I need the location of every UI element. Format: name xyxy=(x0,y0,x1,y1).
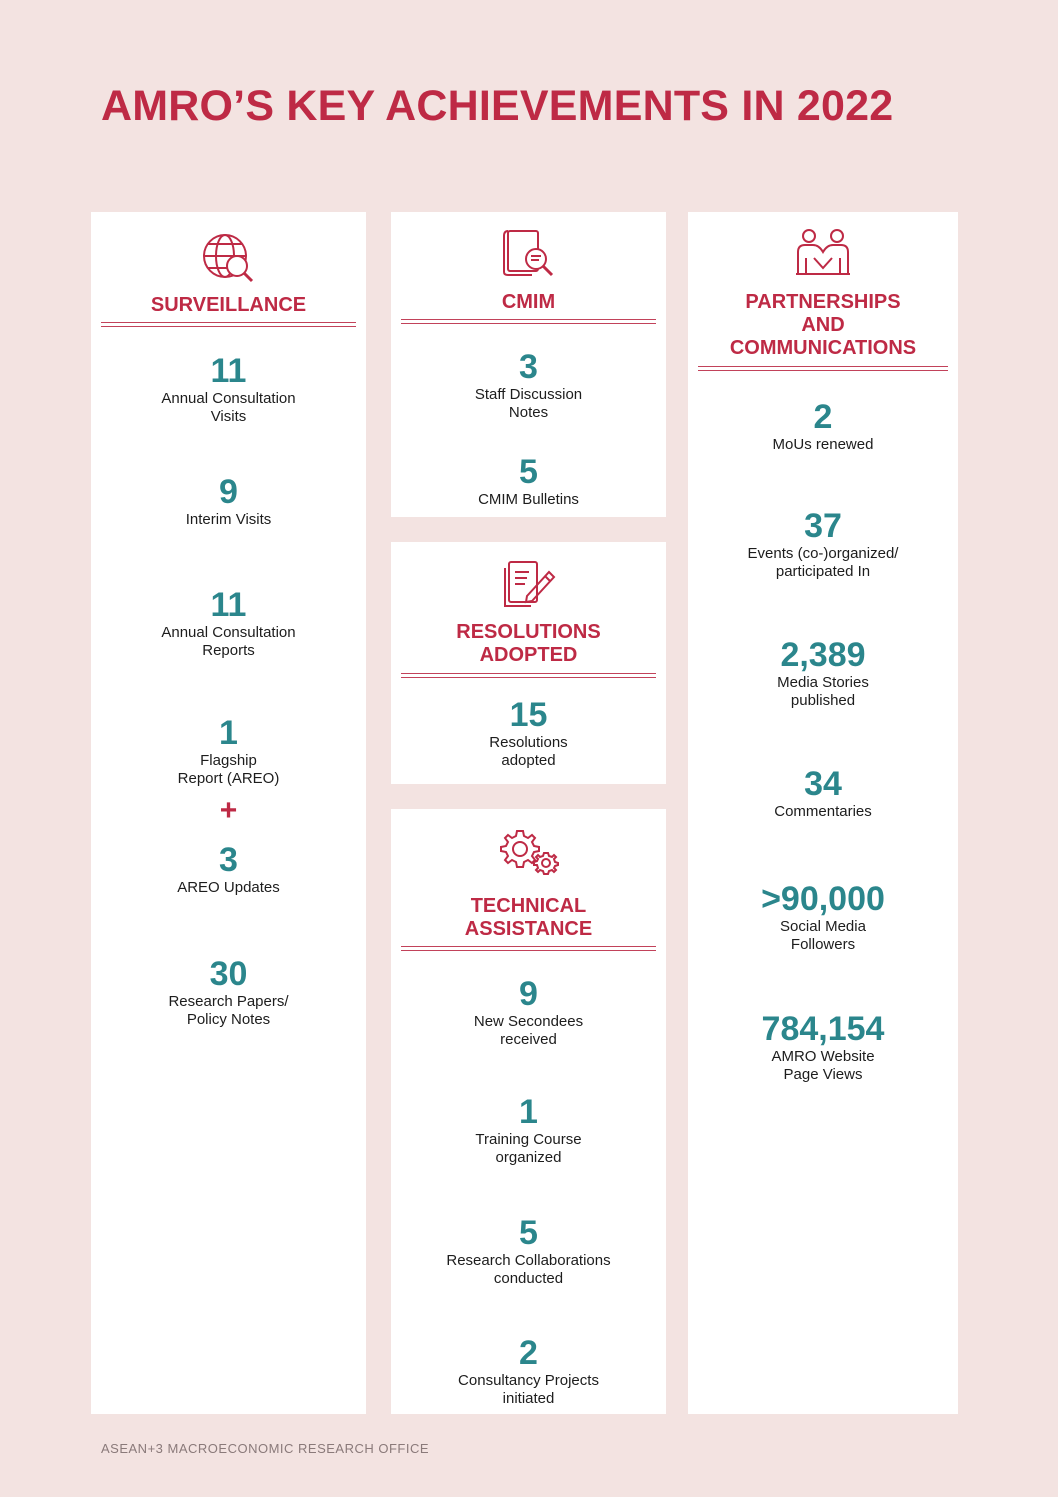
partnerships-stat-events: 37 Events (co-)organized/ participated In xyxy=(747,507,899,580)
surveillance-stat-interim-visits: 9 Interim Visits xyxy=(185,473,272,528)
partnerships-rule xyxy=(698,366,948,371)
partnerships-card xyxy=(688,212,958,1414)
partnerships-stat-commentaries: 34 Commentaries xyxy=(774,765,872,820)
resolutions-stat-adopted: 15 Resolutions adopted xyxy=(489,696,568,769)
technical-rule xyxy=(401,946,656,951)
resolutions-card xyxy=(391,542,666,784)
partnerships-stat-website-views: 784,154 AMRO Website Page Views xyxy=(761,1010,885,1083)
partnerships-stat-media-stories: 2,389 Media Stories published xyxy=(777,636,869,709)
surveillance-stat-consultation-visits: 11 Annual Consultation Visits xyxy=(161,352,296,425)
footer-org-name: ASEAN+3 MACROECONOMIC RESEARCH OFFICE xyxy=(101,1441,430,1456)
cmim-stat-bulletins: 5 CMIM Bulletins xyxy=(478,453,579,508)
resolutions-title: RESOLUTIONS ADOPTED xyxy=(456,621,601,666)
technical-stat-research-collaborations: 5 Research Collaborations conducted xyxy=(446,1214,611,1287)
globe-search-icon xyxy=(201,230,257,291)
cmim-stat-discussion-notes: 3 Staff Discussion Notes xyxy=(474,348,583,421)
surveillance-stat-consultation-reports: 11 Annual Consultation Reports xyxy=(161,586,296,659)
page-title: AMRO’S KEY ACHIEVEMENTS IN 2022 xyxy=(101,82,894,130)
partnerships-stat-mous: 2 MoUs renewed xyxy=(772,398,874,453)
surveillance-rule xyxy=(101,322,356,327)
document-search-icon xyxy=(502,228,556,283)
document-pen-icon xyxy=(501,560,557,613)
handshake-people-icon xyxy=(794,228,852,283)
technical-stat-secondees: 9 New Secondees received xyxy=(473,975,584,1048)
technical-title: TECHNICAL ASSISTANCE xyxy=(464,895,593,940)
surveillance-card xyxy=(91,212,366,1414)
gears-icon xyxy=(498,827,560,882)
resolutions-rule xyxy=(401,673,656,678)
surveillance-stat-research-papers: 30 Research Papers/ Policy Notes xyxy=(168,955,289,1028)
technical-stat-training: 1 Training Course organized xyxy=(475,1093,582,1166)
plus-sign: + xyxy=(219,794,238,827)
cmim-rule xyxy=(401,319,656,324)
surveillance-stat-areo-updates: 3 AREO Updates xyxy=(177,841,280,896)
cmim-card xyxy=(391,212,666,517)
technical-card xyxy=(391,809,666,1414)
technical-stat-consultancy: 2 Consultancy Projects initiated xyxy=(458,1334,599,1407)
surveillance-stat-flagship-report: 1 Flagship Report (AREO) xyxy=(177,714,280,787)
cmim-title: CMIM xyxy=(501,291,556,313)
partnerships-stat-social-followers: >90,000 Social Media Followers xyxy=(761,880,885,953)
partnerships-title: PARTNERSHIPS AND COMMUNICATIONS xyxy=(729,291,917,359)
surveillance-title: SURVEILLANCE xyxy=(150,294,307,316)
